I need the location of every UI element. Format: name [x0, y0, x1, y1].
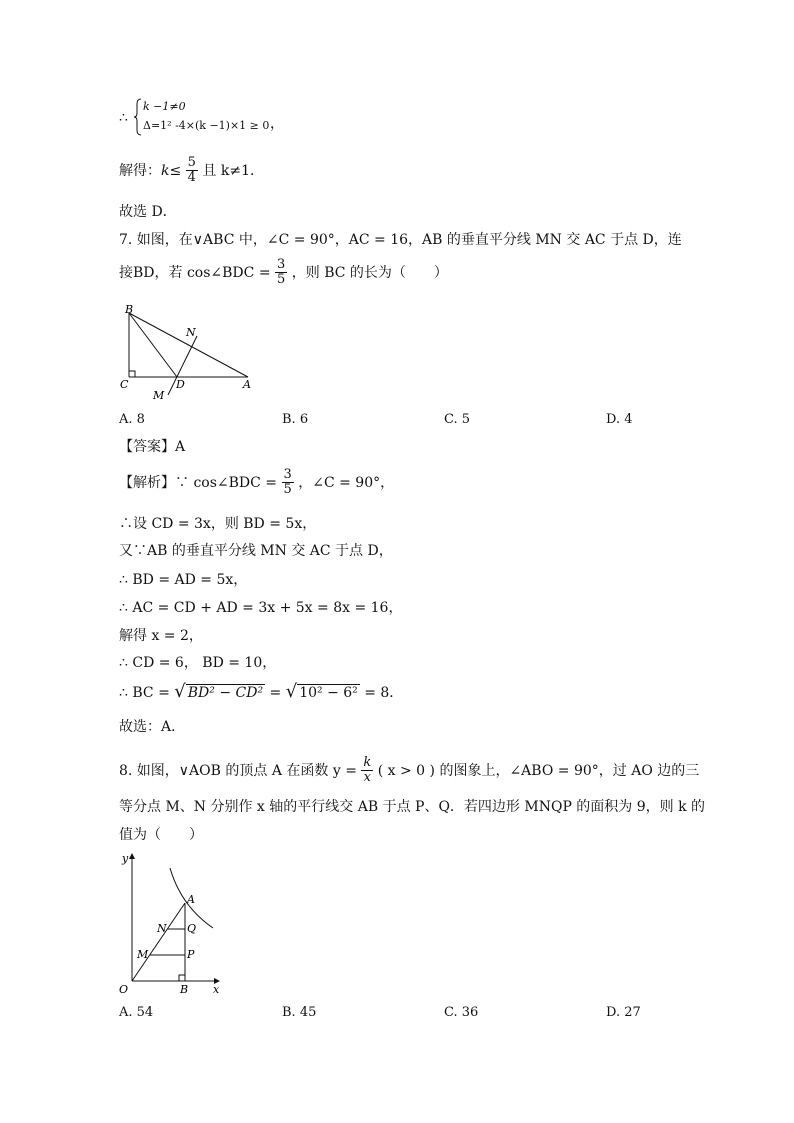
label-B: B	[125, 303, 134, 316]
q7-step: 又∵AB 的垂直平分线 MN 交 AC 于点 D，	[119, 543, 393, 559]
label-y: y	[122, 852, 129, 865]
analysis-prefix: 【解析】∵ cos∠BDC =	[119, 474, 278, 491]
frac-den: x	[363, 770, 371, 786]
q7-step: ∴ CD = 6， BD = 10，	[119, 655, 277, 671]
q7-step: 解得 x = 2，	[119, 628, 203, 644]
bc-eq: =	[265, 685, 286, 701]
q7-stem-l2a: 接BD，若 cos∠BDC =	[119, 264, 271, 281]
segment-BA	[129, 313, 248, 377]
system-brace-icon	[134, 98, 142, 136]
right-angle-mark-icon	[129, 371, 135, 377]
system-tail: ，	[270, 116, 284, 132]
q8-option-a[interactable]: A. 54	[119, 1005, 154, 1020]
label-O: O	[119, 983, 129, 996]
system-line-2: Δ=1² -4×(k −1)×1 ≥ 0	[143, 119, 270, 132]
prev-solve-line	[119, 156, 264, 186]
q8-stem-line-3: 值为（ ）	[119, 827, 203, 843]
frac-num: k	[363, 755, 372, 770]
label-Q: Q	[187, 922, 197, 935]
segment-OA	[132, 903, 185, 981]
label-B: B	[180, 983, 189, 996]
q8-option-c[interactable]: C. 36	[444, 1005, 479, 1020]
q8-stem-line-2: 等分点 M、N 分别作 x 轴的平行线交 AB 于点 P、Q．若四边形 MNQP 的面积为 9，则 k 的	[119, 799, 706, 815]
q7-option-c[interactable]: C. 5	[444, 412, 471, 427]
frac-den: 4	[187, 170, 196, 186]
therefore-sign: ∴	[119, 110, 128, 126]
sqrt-icon: √	[285, 681, 298, 702]
label-C: C	[120, 378, 129, 391]
q7-analysis-first	[119, 468, 394, 498]
label-N: N	[186, 326, 196, 339]
frac-num: 3	[283, 467, 292, 482]
label-x: x	[213, 983, 220, 996]
q7-triangle-figure	[115, 300, 265, 405]
q7-stem-line-1: 7. 如图，在∨ABC 中，∠C = 90°，AC = 16，AB 的垂直平分线 MN 交 AC 于点 D，连	[119, 232, 682, 248]
right-angle-mark-icon	[179, 975, 185, 981]
solve-k: k	[161, 162, 170, 179]
q8-stem-l1b: ( x > 0 ) 的图象上，∠ABO = 90°，过 AO 边的三	[377, 762, 700, 779]
q8-stem-l1a: 8. 如图，∨AOB 的顶点 A 在函数 y =	[119, 762, 357, 779]
label-P: P	[187, 948, 195, 961]
fraction-k-x	[361, 756, 373, 786]
q7-option-b[interactable]: B. 6	[282, 412, 309, 427]
q8-option-d[interactable]: D. 27	[606, 1005, 641, 1020]
sqrt-icon: √	[174, 681, 186, 702]
radicand-2: 10² − 6²	[299, 685, 358, 701]
fraction-5-4	[186, 156, 198, 186]
solve-prefix: 解得：	[119, 162, 161, 179]
frac-num: 5	[187, 155, 196, 170]
solve-suffix: 且 k≠1．	[202, 162, 264, 179]
q8-stem-line-1	[119, 756, 699, 786]
q7-step: ∴ AC = CD + AD = 3x + 5x = 8x = 16，	[119, 600, 403, 616]
prev-choice: 故选 D．	[119, 204, 177, 220]
q7-step: ∴ BD = AD = 5x，	[119, 572, 248, 588]
radicand-1: BD² − CD²	[187, 685, 264, 701]
system-line-1: k −1≠0	[143, 100, 186, 113]
label-A: A	[243, 378, 251, 391]
label-M: M	[153, 389, 165, 402]
label-A: A	[187, 893, 195, 906]
frac-num: 3	[277, 257, 286, 272]
q7-step: ∴设 CD = 3x，则 BD = 5x，	[119, 516, 317, 532]
frac-den: 5	[283, 482, 292, 498]
q7-stem-line-2	[119, 258, 448, 288]
q7-option-a[interactable]: A. 8	[119, 412, 145, 427]
q7-answer: 【答案】A	[119, 439, 186, 455]
segment-BD	[129, 313, 177, 377]
q7-choice: 故选：A．	[119, 719, 186, 735]
label-N: N	[157, 922, 167, 935]
q8-option-b[interactable]: B. 45	[282, 1005, 317, 1020]
frac-den: 5	[277, 272, 286, 288]
bc-result: = 8．	[359, 685, 404, 701]
analysis-suffix: ，∠C = 90°，	[298, 474, 395, 491]
q7-option-d[interactable]: D. 4	[606, 412, 633, 427]
solve-le: ≤	[169, 162, 182, 179]
label-D: D	[176, 378, 185, 391]
fraction-3-5	[282, 468, 294, 498]
fraction-3-5	[275, 258, 287, 288]
q7-stem-l2b: ，则 BC 的长为（ ）	[291, 264, 448, 281]
bc-prefix: ∴ BC =	[119, 685, 170, 701]
label-M: M	[137, 948, 149, 961]
q7-bc-line	[119, 681, 403, 702]
q8-coordinate-figure	[115, 848, 225, 998]
